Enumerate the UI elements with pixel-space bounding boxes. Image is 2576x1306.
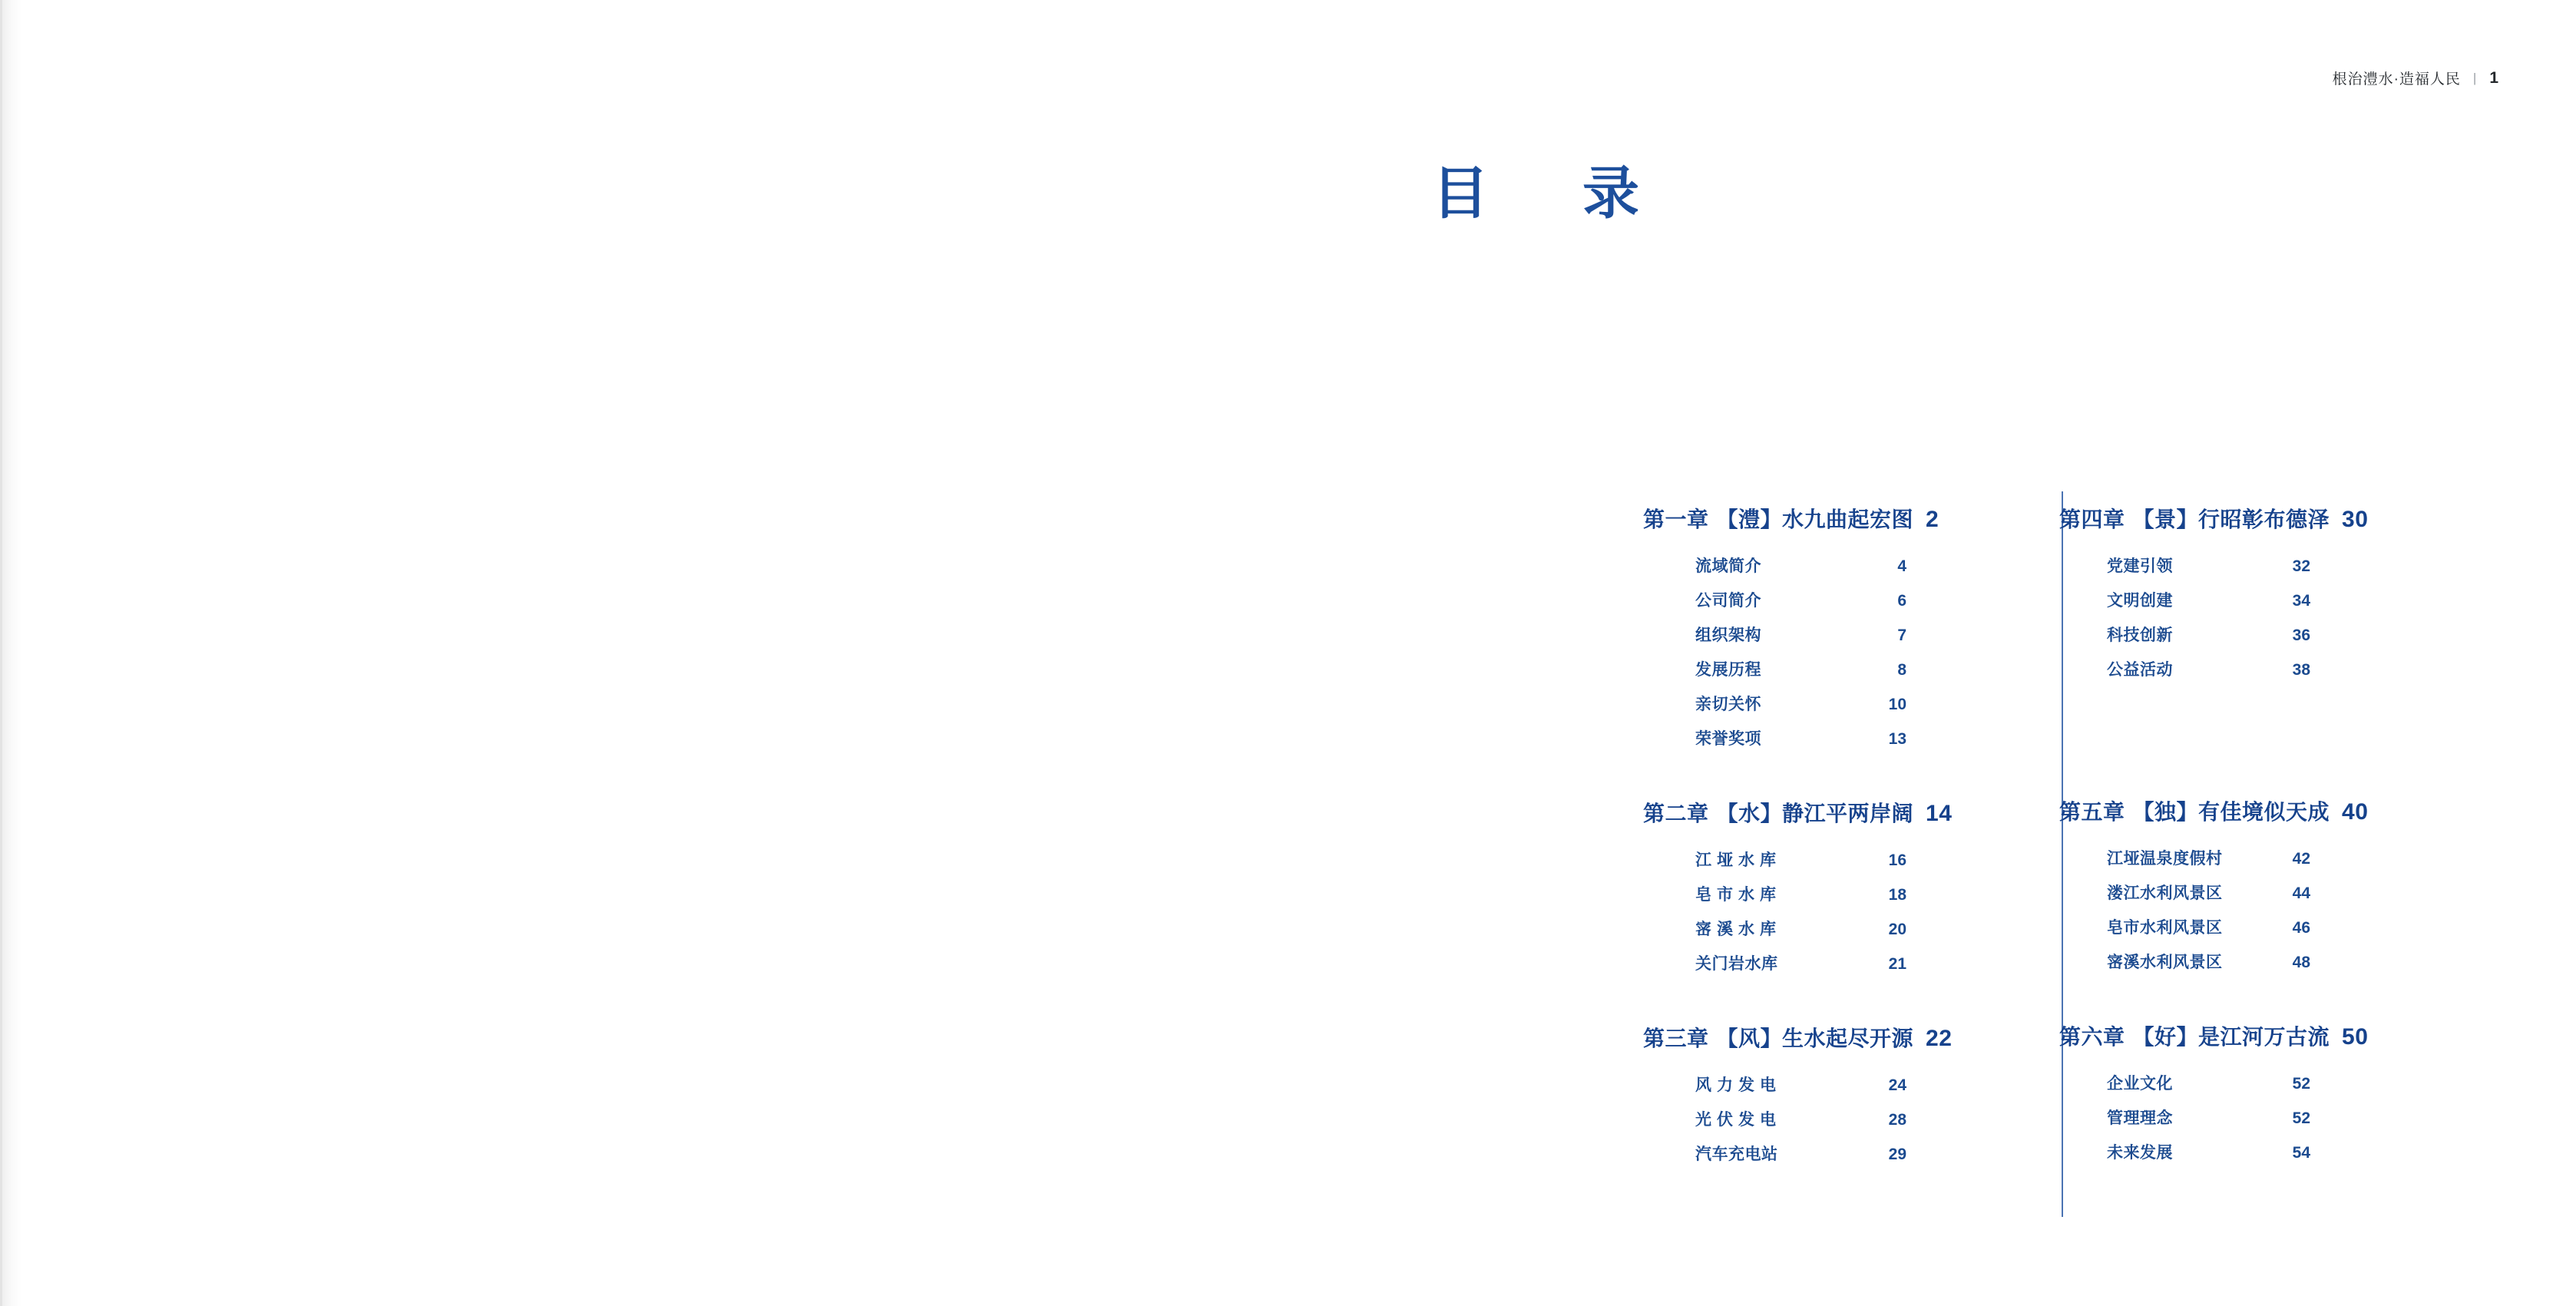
toc-entry[interactable] — [1695, 588, 2012, 611]
chapter-label: 第三章 — [1643, 1027, 1709, 1050]
toc-entry-page: 20 — [1888, 921, 1906, 938]
toc-entry-name: 宻溪水利风景区 — [2107, 954, 2223, 971]
chapter-heading[interactable] — [1643, 1022, 2012, 1053]
toc-entry-page: 36 — [2292, 627, 2310, 644]
toc-entry-name: 企业文化 — [2107, 1075, 2173, 1093]
toc-entry-name: 组织架构 — [1695, 627, 1761, 644]
toc-entry-name: 公益活动 — [2107, 661, 2173, 679]
toc-entry[interactable] — [2107, 950, 2428, 973]
toc-entry-name: 溇江水利风景区 — [2107, 884, 2223, 902]
toc-entry[interactable] — [2107, 881, 2428, 904]
chapter-name: 【景】行昭彰布德泽 — [2132, 508, 2330, 531]
toc-entry[interactable] — [2107, 846, 2428, 869]
running-header-divider: | — [2472, 70, 2478, 85]
toc-entry-page: 24 — [1888, 1076, 1906, 1094]
toc-entry-name: 关门岩水库 — [1695, 955, 1778, 973]
toc-chapter — [2059, 503, 2428, 680]
toc-column-left — [1643, 503, 2012, 1165]
chapter-heading[interactable] — [2059, 503, 2428, 534]
chapter-entries — [2059, 846, 2428, 973]
toc-entry-name: 未来发展 — [2107, 1144, 2173, 1162]
chapter-name: 【风】生水起尽开源 — [1716, 1027, 1914, 1050]
toc-entry[interactable] — [2107, 623, 2428, 646]
toc-entry-name: 公司简介 — [1695, 592, 1761, 610]
toc-chapter — [1643, 1022, 2012, 1165]
toc-entry-name: 风力发电 — [1695, 1076, 1781, 1094]
running-header-text: 根治澧水·造福人民 — [2332, 71, 2461, 88]
chapter-label: 第五章 — [2059, 800, 2125, 824]
toc-chapter — [1643, 797, 2012, 974]
toc-chapter — [1643, 503, 2012, 749]
chapter-heading[interactable] — [2059, 795, 2428, 826]
toc-entry-page: 21 — [1888, 955, 1906, 973]
toc-entry-page: 8 — [1897, 661, 1906, 679]
toc-chapter — [2059, 1020, 2428, 1163]
chapter-heading[interactable] — [1643, 503, 2012, 534]
chapter-page: 2 — [1926, 507, 1939, 532]
toc-entry-name: 亲切关怀 — [1695, 696, 1761, 713]
chapter-label: 第六章 — [2059, 1025, 2125, 1049]
page-gutter-shading — [0, 0, 21, 1306]
toc-entry-name: 文明创建 — [2107, 592, 2173, 610]
toc-entry-page: 38 — [2292, 661, 2310, 679]
chapter-page: 40 — [2342, 799, 2369, 825]
toc-entry[interactable] — [1695, 623, 2012, 646]
toc-chapter — [2059, 795, 2428, 973]
chapter-heading[interactable] — [2059, 1020, 2428, 1051]
toc-entry[interactable] — [1695, 882, 2012, 905]
toc-entry-name: 江垭温泉度假村 — [2107, 850, 2223, 868]
toc-entry-page: 6 — [1897, 592, 1906, 610]
toc-entry-name: 荣誉奖项 — [1695, 730, 1761, 748]
toc-entry-page: 29 — [1888, 1146, 1906, 1163]
chapter-label: 第二章 — [1643, 802, 1709, 825]
page-edge — [0, 0, 2, 1306]
toc-entry-name: 汽车充电站 — [1695, 1146, 1778, 1163]
toc-entry-page: 48 — [2292, 954, 2310, 971]
toc-entry-page: 28 — [1888, 1111, 1906, 1129]
toc-entry[interactable] — [1695, 726, 2012, 749]
toc-entry[interactable] — [1695, 1142, 2012, 1165]
toc-entry-page: 18 — [1888, 886, 1906, 904]
chapter-name: 【好】是江河万古流 — [2132, 1025, 2330, 1049]
chapter-page: 14 — [1926, 801, 1953, 826]
toc-column-right — [2012, 503, 2428, 1165]
chapter-page: 30 — [2342, 507, 2369, 532]
chapter-page: 50 — [2342, 1024, 2369, 1050]
toc-entry[interactable] — [1695, 1073, 2012, 1096]
toc-entry[interactable] — [2107, 588, 2428, 611]
running-header — [2333, 68, 2499, 88]
chapter-label: 第四章 — [2059, 508, 2125, 531]
chapter-name: 【水】静江平两岸阔 — [1716, 802, 1914, 825]
toc-entry[interactable] — [2107, 1140, 2428, 1163]
toc-entry-page: 4 — [1897, 557, 1906, 575]
chapter-entries — [2059, 1071, 2428, 1163]
toc-entry-name: 光伏发电 — [1695, 1111, 1781, 1129]
toc-columns — [1643, 503, 2503, 1165]
toc-entry-name: 宻溪水库 — [1695, 921, 1781, 938]
toc-entry-name: 江垭水库 — [1695, 851, 1781, 869]
toc-entry-page: 7 — [1897, 627, 1906, 644]
toc-entry-page: 42 — [2292, 850, 2310, 868]
chapter-name: 【澧】水九曲起宏图 — [1716, 508, 1914, 531]
toc-entry-name: 流域简介 — [1695, 557, 1761, 575]
chapter-entries — [1643, 554, 2012, 749]
toc-entry-page: 52 — [2292, 1109, 2310, 1127]
chapter-entries — [1643, 848, 2012, 974]
toc-entry-name: 党建引领 — [2107, 557, 2173, 575]
toc-entry[interactable] — [2107, 657, 2428, 680]
toc-entry-page: 34 — [2292, 592, 2310, 610]
toc-entry-name: 发展历程 — [1695, 661, 1761, 679]
toc-entry-name: 管理理念 — [2107, 1109, 2173, 1127]
toc-entry-page: 54 — [2292, 1144, 2310, 1162]
toc-entry[interactable] — [1695, 848, 2012, 871]
toc-entry-name: 科技创新 — [2107, 627, 2173, 644]
toc-entry-name: 皂市水利风景区 — [2107, 919, 2223, 937]
toc-entry-page: 44 — [2292, 884, 2310, 902]
toc-entry[interactable] — [1695, 951, 2012, 974]
toc-entry-page: 32 — [2292, 557, 2310, 575]
toc-entry-page: 52 — [2292, 1075, 2310, 1093]
toc-entry[interactable] — [2107, 1071, 2428, 1094]
page-number: 1 — [2489, 68, 2499, 87]
chapter-entries — [1643, 1073, 2012, 1165]
toc-entry[interactable] — [1695, 692, 2012, 715]
page-title: 目 录 — [1432, 161, 1658, 225]
chapter-heading[interactable] — [1643, 797, 2012, 828]
toc-entry-page: 13 — [1888, 730, 1906, 748]
toc-entry[interactable] — [2107, 915, 2428, 938]
toc-entry[interactable] — [2107, 1106, 2428, 1129]
toc-entry[interactable] — [1695, 657, 2012, 680]
chapter-entries — [2059, 554, 2428, 680]
toc-entry[interactable] — [2107, 554, 2428, 577]
toc-entry[interactable] — [1695, 1107, 2012, 1130]
toc-entry[interactable] — [1695, 554, 2012, 577]
chapter-page: 22 — [1926, 1026, 1953, 1051]
toc-entry-page: 46 — [2292, 919, 2310, 937]
toc-entry-page: 10 — [1888, 696, 1906, 713]
chapter-label: 第一章 — [1643, 508, 1709, 531]
toc-entry-name: 皂市水库 — [1695, 886, 1781, 904]
toc-entry-page: 16 — [1888, 851, 1906, 869]
chapter-name: 【独】有佳境似天成 — [2132, 800, 2330, 824]
toc-entry[interactable] — [1695, 917, 2012, 940]
